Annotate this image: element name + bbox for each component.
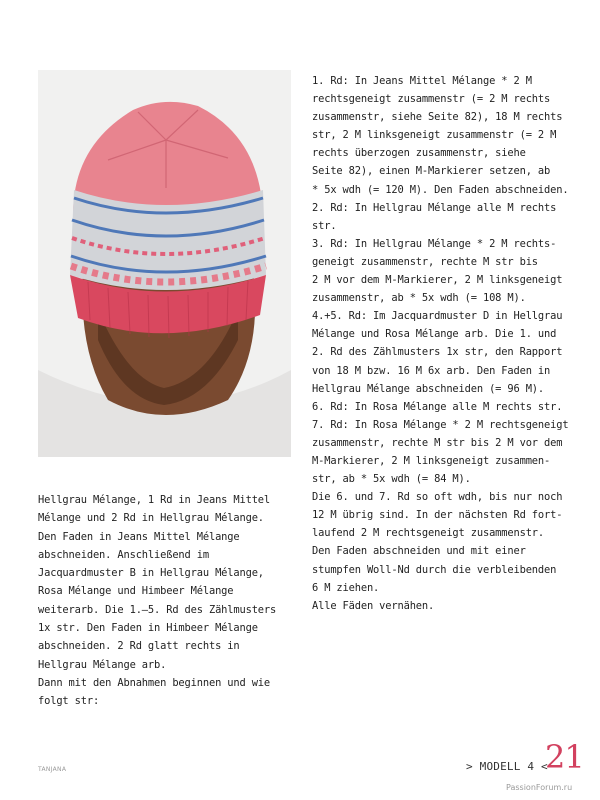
modell-label: > MODELL 4 <	[466, 760, 548, 773]
text-line: Hellgrau Mélange, 1 Rd in Jeans Mittel	[38, 494, 271, 506]
text-line: von 18 M bzw. 16 M 6x arb. Den Faden in	[312, 364, 551, 377]
text-line: 7. Rd: In Rosa Mélange * 2 M rechtsgeneigt	[312, 418, 569, 431]
text-line: Den Faden abschneiden und mit einer	[312, 545, 526, 558]
text-line: 2 M vor dem M-Markierer, 2 M linksgeneigt	[312, 274, 563, 287]
text-line: str, 2 M linksgeneigt zusammenstr (= 2 M	[312, 129, 557, 142]
text-line: geneigt zusammenstr, rechte M str bis	[312, 255, 538, 268]
text-line: 6. Rd: In Rosa Mélange alle M rechts str.	[312, 400, 563, 413]
text-line: 1. Rd: In Jeans Mittel Mélange * 2 M	[312, 75, 532, 87]
text-line: Alle Fäden vernähen.	[312, 599, 435, 612]
footer-small-label: TANJANA	[38, 766, 67, 773]
text-line: laufend 2 M rechtsgeneigt zusammenstr.	[312, 527, 545, 540]
hat-photo	[38, 70, 291, 457]
text-line: abschneiden. Anschließend im	[38, 548, 209, 561]
text-line: zusammenstr, siehe Seite 82), 18 M rechts	[312, 111, 563, 124]
text-line: * 5x wdh (= 120 M). Den Faden abschneiden.	[312, 183, 569, 196]
text-line: 4.+5. Rd: Im Jacquardmuster D in Hellgrau	[312, 310, 563, 323]
text-line: 2. Rd: In Hellgrau Mélange alle M rechts	[312, 201, 557, 214]
text-line: folgt str:	[38, 695, 100, 708]
text-line: M-Markierer, 2 M linksgeneigt zusammen-	[312, 454, 551, 467]
left-text-column	[38, 491, 298, 711]
page-number: 21	[545, 738, 584, 776]
text-line: Die 6. und 7. Rd so oft wdh, bis nur noch	[312, 491, 563, 504]
text-line: str.	[312, 219, 337, 232]
watermark: PassionForum.ru	[506, 783, 573, 792]
right-text-column	[312, 72, 574, 615]
text-line: 3. Rd: In Hellgrau Mélange * 2 M rechts-	[312, 237, 557, 250]
text-line: zusammenstr, ab * 5x wdh (= 108 M).	[312, 292, 526, 305]
text-line: weiterarb. Die 1.–5. Rd des Zählmusters	[38, 603, 277, 616]
text-line: Seite 82), einen M-Markierer setzen, ab	[312, 165, 551, 178]
text-line: rechts überzogen zusammenstr, siehe	[312, 147, 526, 160]
text-line: 12 M übrig sind. In der nächsten Rd fort-	[312, 509, 563, 522]
text-line: abschneiden. 2 Rd glatt rechts in	[38, 640, 240, 653]
text-line: Mélange und Rosa Mélange arb. Die 1. und	[312, 328, 557, 341]
text-line: 2. Rd des Zählmusters 1x str, den Rapport	[312, 346, 563, 359]
text-line: str, ab * 5x wdh (= 84 M).	[312, 473, 471, 486]
hat-illustration	[38, 70, 291, 457]
text-line: 6 M ziehen.	[312, 581, 380, 594]
text-line: Hellgrau Mélange arb.	[38, 658, 167, 671]
text-line: Mélange und 2 Rd in Hellgrau Mélange.	[38, 512, 264, 525]
text-line: Hellgrau Mélange abschneiden (= 96 M).	[312, 382, 545, 395]
text-line: rechtsgeneigt zusammenstr (= 2 M rechts	[312, 93, 551, 106]
text-line: Den Faden in Jeans Mittel Mélange	[38, 530, 240, 543]
text-line: 1x str. Den Faden in Himbeer Mélange	[38, 622, 258, 635]
text-line: stumpfen Woll-Nd durch die verbleibenden	[312, 563, 557, 576]
text-line: Rosa Mélange und Himbeer Mélange	[38, 585, 234, 598]
text-line: Dann mit den Abnahmen beginnen und wie	[38, 676, 271, 689]
text-line: zusammenstr, rechte M str bis 2 M vor dem	[312, 436, 563, 449]
text-line: Jacquardmuster B in Hellgrau Mélange,	[38, 567, 264, 580]
